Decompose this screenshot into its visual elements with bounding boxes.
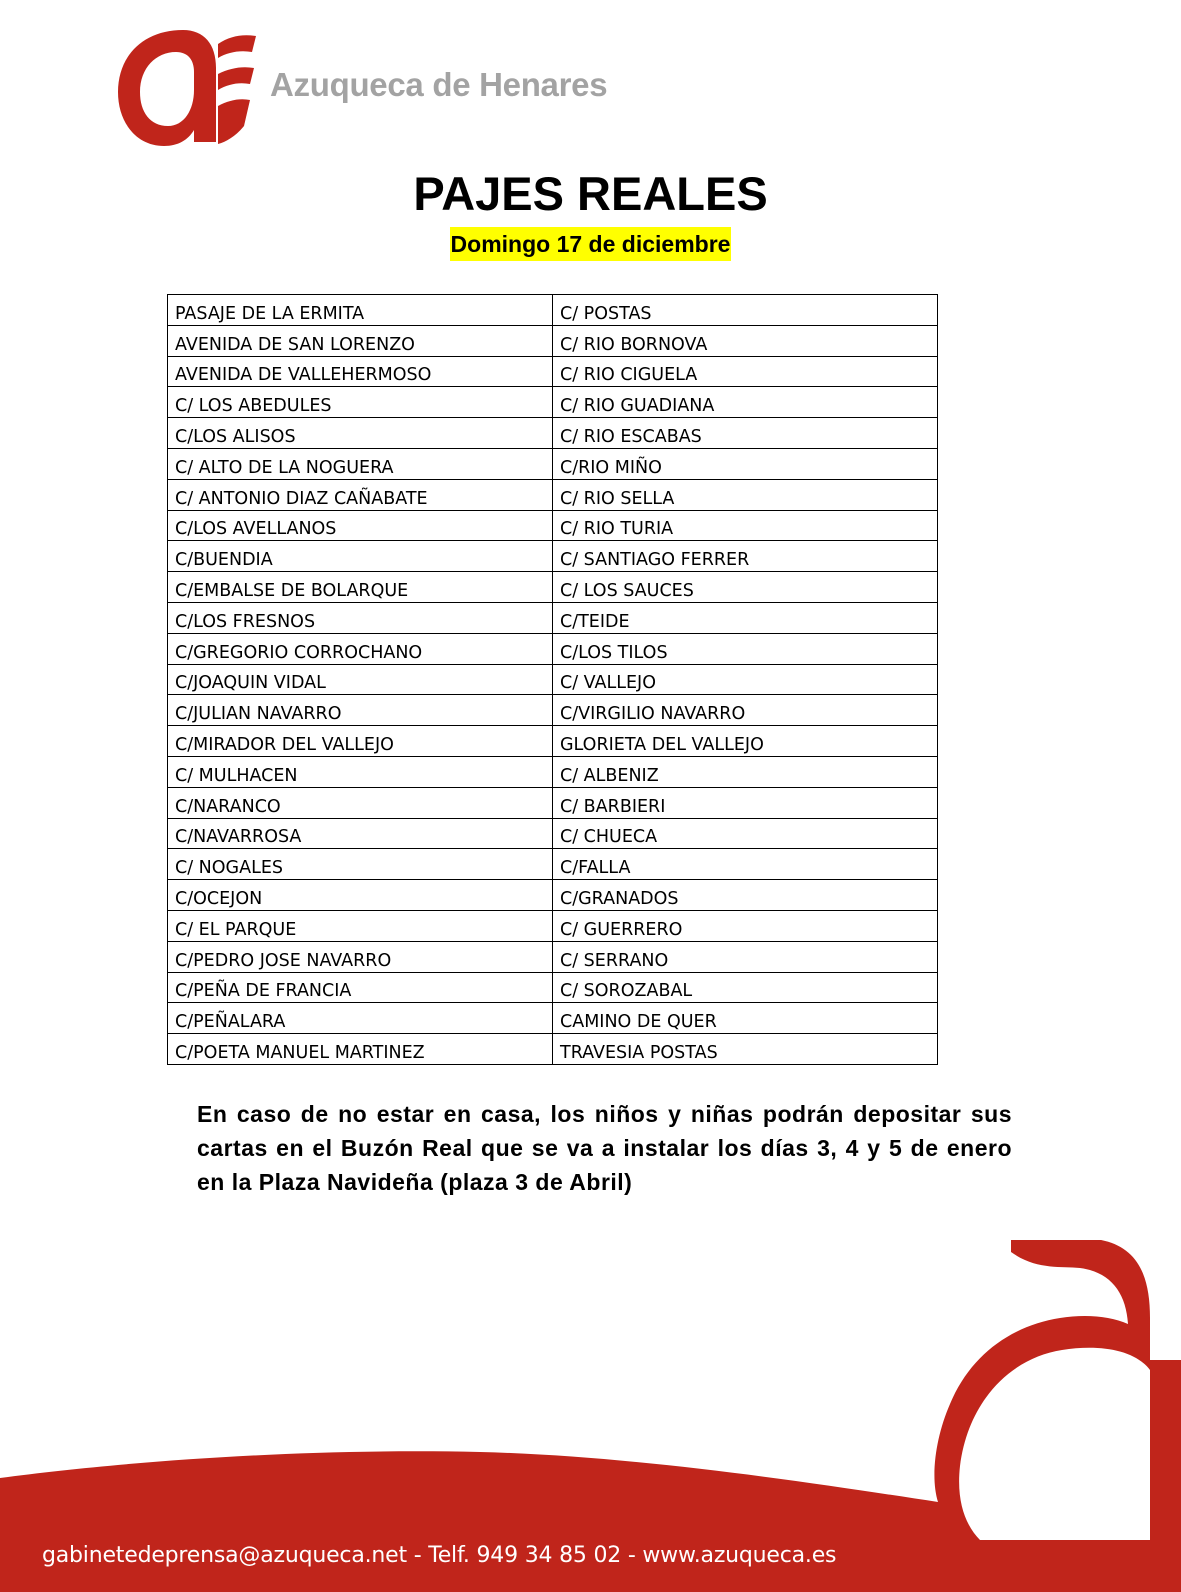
street-cell: C/ LOS ABEDULES [168,387,553,418]
street-cell: C/PEÑA DE FRANCIA [168,972,553,1003]
table-row [168,910,938,941]
street-cell: C/ NOGALES [168,849,553,880]
table-row [168,356,938,387]
table-row [168,880,938,911]
table-row [168,1034,938,1065]
street-cell: C/VIRGILIO NAVARRO [553,695,938,726]
logo-text: Azuqueca de Henares [270,66,608,103]
street-cell: C/MIRADOR DEL VALLEJO [168,726,553,757]
street-cell: C/ RIO BORNOVA [553,325,938,356]
table-row [168,787,938,818]
street-cell: C/ EL PARQUE [168,910,553,941]
street-cell: C/ ANTONIO DIAZ CAÑABATE [168,479,553,510]
table-row [168,479,938,510]
street-cell: C/ RIO GUADIANA [553,387,938,418]
street-cell: C/ ALBENIZ [553,756,938,787]
street-cell: C/ RIO CIGUELA [553,356,938,387]
street-cell: C/ RIO TURIA [553,510,938,541]
street-cell: C/ ALTO DE LA NOGUERA [168,448,553,479]
streets-table [167,294,938,1065]
street-cell: PASAJE DE LA ERMITA [168,295,553,326]
street-cell: C/ MULHACEN [168,756,553,787]
street-cell: CAMINO DE QUER [553,1003,938,1034]
street-cell: C/PEDRO JOSE NAVARRO [168,941,553,972]
table-row [168,818,938,849]
street-cell: C/GRANADOS [553,880,938,911]
street-cell: C/BUENDIA [168,541,553,572]
azuqueca-logo-icon [118,30,258,146]
street-cell: C/GREGORIO CORROCHANO [168,633,553,664]
page-title: PAJES REALES [413,167,768,220]
street-cell: C/LOS ALISOS [168,418,553,449]
table-row [168,849,938,880]
street-cell: C/ SOROZABAL [553,972,938,1003]
table-row [168,726,938,757]
table-row [168,541,938,572]
table-row [168,633,938,664]
street-cell: C/ SERRANO [553,941,938,972]
street-cell: C/LOS FRESNOS [168,602,553,633]
table-row [168,695,938,726]
subtitle-wrap [0,227,1181,261]
table-row [168,325,938,356]
header-logo [118,30,658,148]
street-cell: C/NARANCO [168,787,553,818]
street-cell: C/ BARBIERI [553,787,938,818]
street-cell: C/LOS TILOS [553,633,938,664]
street-cell: GLORIETA DEL VALLEJO [553,726,938,757]
street-cell: C/ LOS SAUCES [553,572,938,603]
street-cell: C/OCEJON [168,880,553,911]
street-cell: AVENIDA DE SAN LORENZO [168,325,553,356]
footer-decoration [0,1240,1181,1592]
street-cell: C/RIO MIÑO [553,448,938,479]
table-row [168,972,938,1003]
street-cell: C/ CHUECA [553,818,938,849]
table-row [168,664,938,695]
street-cell: C/ RIO ESCABAS [553,418,938,449]
street-cell: C/ VALLEJO [553,664,938,695]
table-row [168,756,938,787]
table-row [168,1003,938,1034]
table-row [168,387,938,418]
table-row [168,418,938,449]
table-row [168,572,938,603]
streets-table-body [168,295,938,1065]
street-cell: TRAVESIA POSTAS [553,1034,938,1065]
street-cell: C/NAVARROSA [168,818,553,849]
table-row [168,448,938,479]
table-row [168,941,938,972]
street-cell: C/JOAQUIN VIDAL [168,664,553,695]
street-cell: C/PEÑALARA [168,1003,553,1034]
table-row [168,602,938,633]
footer-contact: gabinetedeprensa@azuqueca.net - Telf. 949 34 85 02 - www.azuqueca.es [42,1543,837,1568]
street-cell: C/LOS AVELLANOS [168,510,553,541]
street-cell: C/ SANTIAGO FERRER [553,541,938,572]
street-cell: C/ GUERRERO [553,910,938,941]
street-cell: C/ POSTAS [553,295,938,326]
note-paragraph: En caso de no estar en casa, los niños y niñas podrán depositar sus cartas en el Buzón Real que se va a instalar los días 3, 4 y 5 de enero en la Plaza Navideña (plaza 3 de Abril) [197,1101,1012,1195]
street-cell: AVENIDA DE VALLEHERMOSO [168,356,553,387]
street-cell: C/FALLA [553,849,938,880]
street-cell: C/EMBALSE DE BOLARQUE [168,572,553,603]
table-row [168,295,938,326]
street-cell: C/ RIO SELLA [553,479,938,510]
page-subtitle: Domingo 17 de diciembre [450,227,732,261]
street-cell: C/JULIAN NAVARRO [168,695,553,726]
table-row [168,510,938,541]
street-cell: C/TEIDE [553,602,938,633]
street-cell: C/POETA MANUEL MARTINEZ [168,1034,553,1065]
